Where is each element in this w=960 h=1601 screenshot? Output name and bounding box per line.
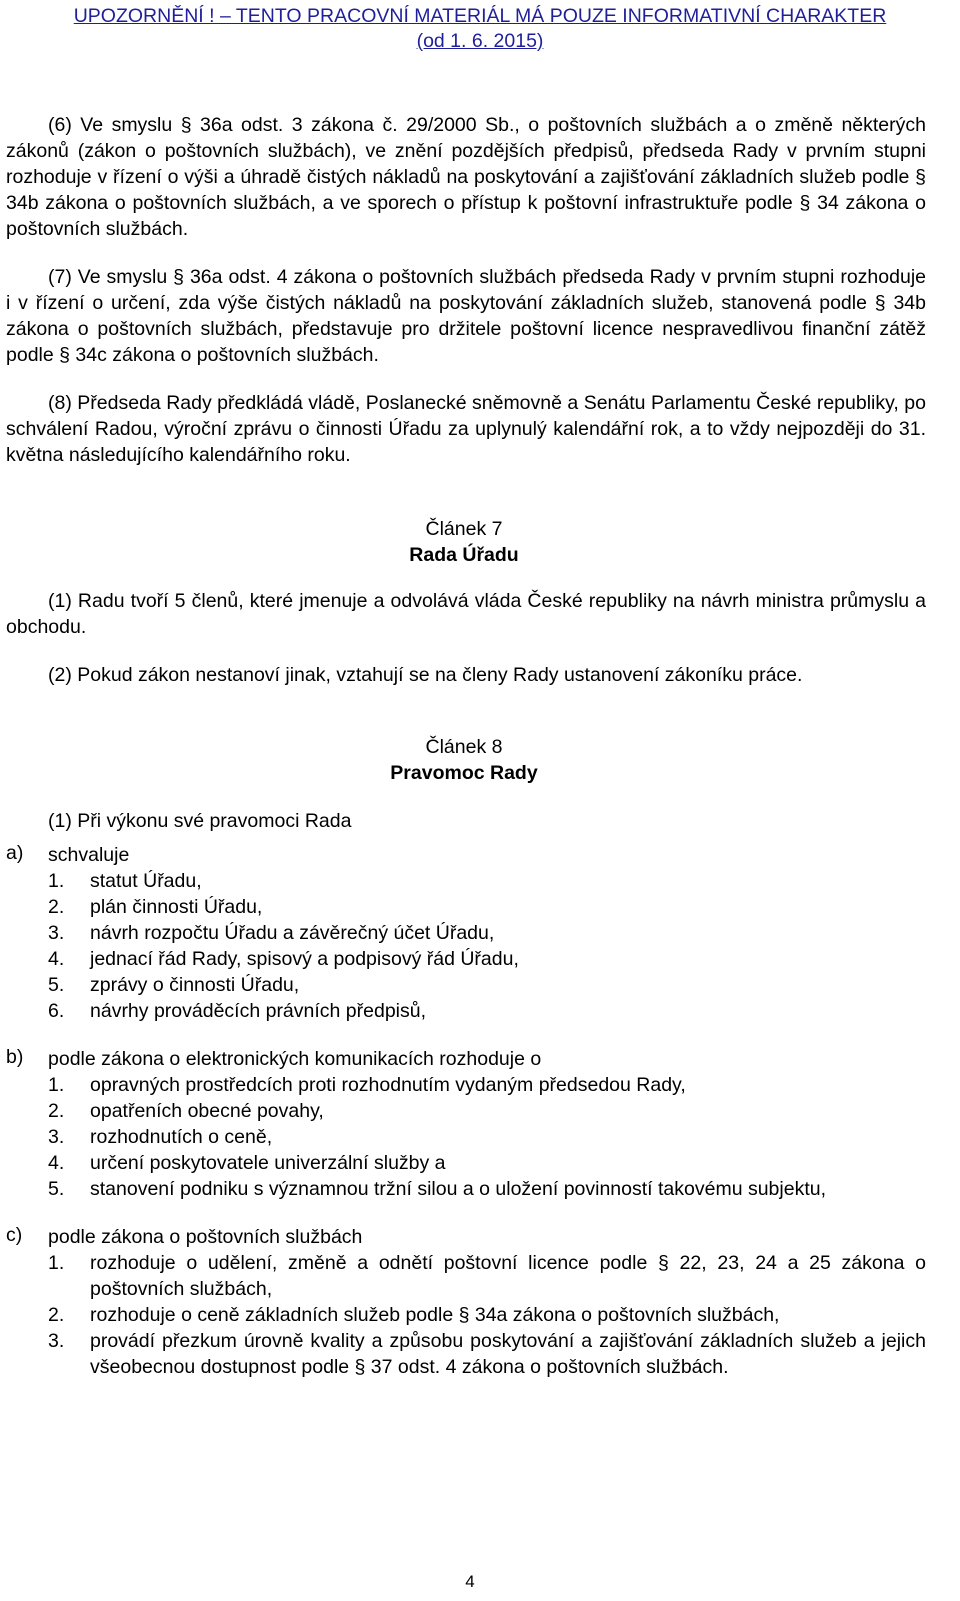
item-text: provádí přezkum úrovně kvality a způsobu poskytování a zajišťování základních služeb a jejich všeobecnou dostupnost podle § 37 odst. 4 zákona o poštovních službách. bbox=[90, 1330, 926, 1378]
list-item bbox=[48, 1124, 926, 1150]
item-number: 6. bbox=[48, 1000, 65, 1022]
item-number: 4. bbox=[48, 1152, 65, 1174]
item-number: 3. bbox=[48, 1330, 65, 1352]
item-text: zprávy o činnosti Úřadu, bbox=[90, 974, 300, 996]
list-item bbox=[48, 894, 926, 920]
item-text: určení poskytovatele univerzální služby a bbox=[90, 1152, 446, 1174]
group-text: schvaluje bbox=[48, 844, 130, 866]
list-item bbox=[48, 1250, 926, 1302]
paragraph-6: (6) Ve smyslu § 36a odst. 3 zákona č. 29/2000 Sb., o poštovních službách a o změně některých zákonů (zákon o poštovních službách), ve znění pozdějších předpisů, předseda Rady v prvním stupni rozhoduje v řízení o výši a úhradě čistých nákladů na poskytování a zajišťování základních služeb podle § 34b zákona o poštovních službách, a ve sporech o přístup k poštovní infrastruktuře podle § 34 zákona o poštovních službách. bbox=[6, 114, 926, 240]
item-number: 2. bbox=[48, 1304, 65, 1326]
powers-group bbox=[6, 1224, 926, 1380]
item-number: 3. bbox=[48, 922, 65, 944]
article-7-heading bbox=[2, 516, 926, 568]
item-number: 2. bbox=[48, 896, 65, 918]
group-letter: a) bbox=[6, 842, 24, 864]
list-item bbox=[48, 1072, 926, 1098]
item-number: 5. bbox=[48, 974, 65, 996]
document-body bbox=[6, 112, 926, 1380]
list-item bbox=[48, 920, 926, 946]
item-text: opatřeních obecné povahy, bbox=[90, 1100, 324, 1122]
list-item bbox=[48, 868, 926, 894]
list-item bbox=[48, 1150, 926, 1176]
item-number: 2. bbox=[48, 1100, 65, 1122]
item-number: 1. bbox=[48, 1074, 65, 1096]
item-text: rozhoduje o ceně základních služeb podle § 34a zákona o poštovních službách, bbox=[90, 1304, 780, 1326]
group-letter: b) bbox=[6, 1046, 24, 1068]
item-number: 1. bbox=[48, 870, 65, 892]
article-title: Pravomoc Rady bbox=[390, 762, 538, 784]
powers-list bbox=[6, 842, 926, 1380]
item-text: rozhodnutích o ceně, bbox=[90, 1126, 273, 1148]
page-number: 4 bbox=[465, 1572, 475, 1591]
article-7-paragraph-2: (2) Pokud zákon nestanoví jinak, vztahují se na členy Rady ustanovení zákoníku práce. bbox=[48, 664, 803, 686]
disclaimer-header bbox=[0, 4, 960, 54]
item-text: návrhy prováděcích právních předpisů, bbox=[90, 1000, 427, 1022]
paragraph-7: (7) Ve smyslu § 36a odst. 4 zákona o poštovních službách předseda Rady v prvním stupni rozhoduje i v řízení o určení, zda výše čistých nákladů na poskytování základních služeb, stanovená podle § 34b zákona o poštovních službách, představuje pro držitele poštovní licence nespravedlivou finanční zátěž podle § 34c zákona o poštovních službách. bbox=[6, 266, 926, 366]
item-text: statut Úřadu, bbox=[90, 870, 202, 892]
item-text: návrh rozpočtu Úřadu a závěrečný účet Úřadu, bbox=[90, 922, 495, 944]
list-item bbox=[48, 1176, 926, 1202]
list-item bbox=[48, 972, 926, 998]
list-item bbox=[48, 998, 926, 1024]
item-text: jednací řád Rady, spisový a podpisový řád Úřadu, bbox=[90, 948, 519, 970]
paragraph-8: (8) Předseda Rady předkládá vládě, Poslanecké sněmovně a Senátu Parlamentu České republiky, po schválení Radou, výroční zprávu o činnosti Úřadu za uplynulý kalendářní rok, a to vždy nejpozději do 31. května následujícího kalendářního roku. bbox=[6, 392, 926, 466]
item-number: 1. bbox=[48, 1252, 65, 1274]
group-text: podle zákona o elektronických komunikacích rozhoduje o bbox=[48, 1048, 542, 1070]
item-number: 3. bbox=[48, 1126, 65, 1148]
item-text: opravných prostředcích proti rozhodnutím vydaným předsedou Rady, bbox=[90, 1074, 686, 1096]
item-number: 4. bbox=[48, 948, 65, 970]
list-item bbox=[48, 1328, 926, 1380]
item-text: rozhoduje o udělení, změně a odnětí poštovní licence podle § 22, 23, 24 a 25 zákona o poštovních službách, bbox=[90, 1252, 926, 1300]
article-7-paragraph-1: (1) Radu tvoří 5 členů, které jmenuje a odvolává vláda České republiky na návrh ministra průmyslu a obchodu. bbox=[6, 590, 926, 638]
article-8-heading bbox=[2, 734, 926, 786]
list-item bbox=[48, 1098, 926, 1124]
powers-group bbox=[6, 1046, 926, 1202]
group-text: podle zákona o poštovních službách bbox=[48, 1226, 363, 1248]
powers-group bbox=[6, 842, 926, 1024]
article-number: Článek 8 bbox=[425, 736, 503, 758]
list-item bbox=[48, 946, 926, 972]
list-item bbox=[48, 1302, 926, 1328]
article-number: Článek 7 bbox=[425, 518, 503, 540]
item-text: plán činnosti Úřadu, bbox=[90, 896, 263, 918]
article-8-lead: (1) Při výkonu své pravomoci Rada bbox=[48, 810, 352, 832]
disclaimer-line: UPOZORNĚNÍ ! – TENTO PRACOVNÍ MATERIÁL MÁ POUZE INFORMATIVNÍ CHARAKTER bbox=[73, 5, 887, 27]
article-title: Rada Úřadu bbox=[409, 544, 519, 566]
item-number: 5. bbox=[48, 1178, 65, 1200]
group-letter: c) bbox=[6, 1224, 23, 1246]
effective-date: (od 1. 6. 2015) bbox=[416, 30, 544, 52]
item-text: stanovení podniku s významnou tržní silou a o uložení povinností takovému subjektu, bbox=[90, 1178, 827, 1200]
